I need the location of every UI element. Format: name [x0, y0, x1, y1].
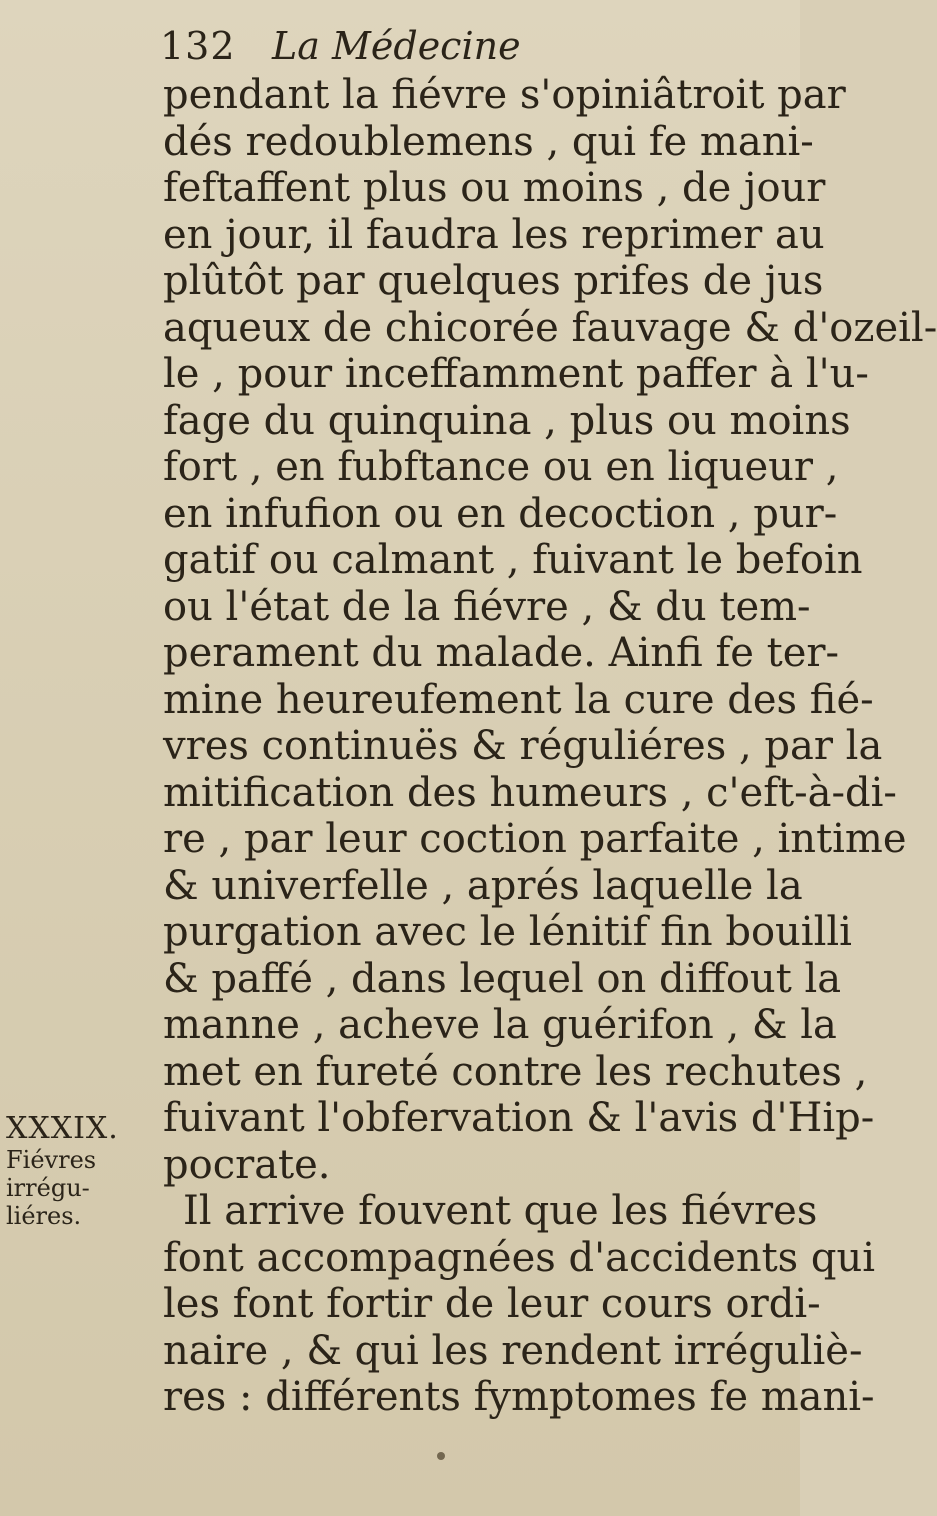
text-line: perament du malade. Ainfi fe ter- — [163, 630, 840, 676]
text-line: fage du quinquina , plus ou moins — [163, 397, 851, 444]
text-line: aqueux de chicorée fauvage & d'ozeil- — [163, 304, 937, 351]
text-line: res : différents fymptomes fe mani- — [163, 1374, 875, 1420]
text-line: feftaffent plus ou moins , de jour — [163, 165, 826, 211]
text-line: gatif ou calmant , fuivant le befoin — [163, 537, 863, 583]
text-line: en infufion ou en decoction , pur- — [163, 490, 838, 537]
running-title: La Médecine — [272, 24, 521, 68]
page-number: 132 — [160, 24, 236, 68]
paragraph-start-line: Il arrive fouvent que les fiévres — [183, 1188, 818, 1234]
text-line: le , pour inceffamment paffer à l'u- — [163, 351, 869, 397]
margin-note — [6, 1112, 156, 1230]
text-line: dés redoublemens , qui fe mani- — [163, 118, 814, 165]
text-line: vres continuës & réguliéres , par la — [163, 723, 883, 769]
text-line: & paffé , dans lequel on diffout la — [163, 955, 842, 1002]
margin-note-line: Fiévres — [6, 1146, 97, 1174]
text-line: fort , en fubftance ou en liqueur , — [163, 444, 839, 490]
text-line: font accompagnées d'accidents qui — [163, 1234, 876, 1281]
text-line: en jour, il faudra les reprimer au — [163, 211, 825, 258]
text-line: met en fureté contre les rechutes , — [163, 1048, 868, 1095]
text-line: les font fortir de leur cours ordi- — [163, 1281, 821, 1327]
text-line: mine heureufement la cure des fié- — [163, 676, 874, 723]
text-line: pendant la fiévre s'opiniâtroit par — [163, 72, 846, 118]
text-line: ou l'état de la fiévre , & du tem- — [163, 583, 811, 630]
text-line: & univerfelle , aprés laquelle la — [163, 862, 803, 909]
margin-section-number: XXXIX. — [6, 1111, 119, 1146]
text-line: naire , & qui les rendent irréguliè- — [163, 1327, 863, 1374]
text-line: purgation avec le lénitif fin bouilli — [163, 909, 852, 955]
margin-note-line: irrégu- — [6, 1174, 90, 1202]
ink-speck — [437, 1452, 445, 1460]
text-line: mitification des humeurs , c'eft-à-di- — [163, 769, 897, 816]
page-header — [160, 18, 740, 74]
text-line: fuivant l'obfervation & l'avis d'Hip- — [163, 1095, 875, 1141]
text-line: plûtôt par quelques prifes de jus — [163, 258, 824, 304]
body-text — [163, 72, 937, 1421]
text-line: re , par leur coction parfaite , intime — [163, 816, 907, 862]
text-line: pocrate. — [163, 1141, 331, 1188]
text-line: manne , acheve la guérifon , & la — [163, 1002, 837, 1048]
margin-note-line: liéres. — [6, 1202, 82, 1230]
